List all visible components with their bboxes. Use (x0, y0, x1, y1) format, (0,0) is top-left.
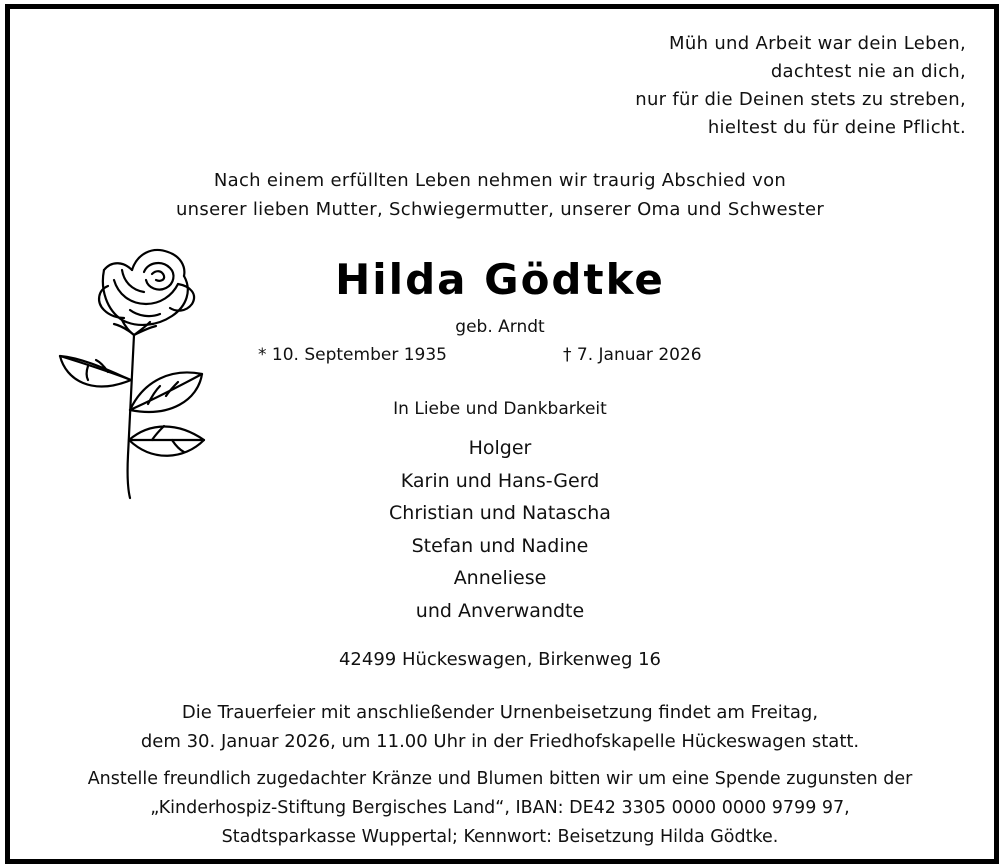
donation-line: Stadtsparkasse Wuppertal; Kennwort: Beisetzung Hilda Gödtke. (221, 827, 779, 847)
poem-line: Müh und Arbeit war dein Leben, (669, 33, 966, 54)
donation-info (0, 765, 1000, 852)
mourner: Karin und Hans-Gerd (400, 469, 600, 492)
mourners-list (0, 432, 1000, 627)
mourner: Stefan und Nadine (411, 534, 589, 557)
address: 42499 Hückeswagen, Birkenweg 16 (338, 649, 662, 670)
love-line: In Liebe und Dankbarkeit (393, 399, 607, 419)
poem-line: nur für die Deinen stets zu streben, (635, 89, 966, 110)
birth-name: geb. Arndt (455, 317, 545, 337)
death-date: † 7. Januar 2026 (563, 345, 702, 365)
mourner: und Anverwandte (415, 599, 585, 622)
mourner: Anneliese (453, 567, 547, 589)
donation-line: „Kinderhospiz-Stiftung Bergisches Land“, IBAN: DE42 3305 0000 0000 9799 97, (150, 798, 850, 818)
poem-line: dachtest nie an dich, (770, 61, 966, 82)
ceremony-line: dem 30. Januar 2026, um 11.00 Uhr in der Friedhofskapelle Hückeswagen statt. (140, 731, 860, 752)
poem (635, 30, 966, 142)
donation-line: Anstelle freundlich zugedachter Kränze und Blumen bitten wir um eine Spende zugunsten der (87, 769, 913, 789)
intro-line: Nach einem erfüllten Leben nehmen wir traurig Abschied von (213, 170, 787, 191)
ceremony-info (0, 698, 1000, 756)
intro-line: unserer lieben Mutter, Schwiegermutter, unserer Oma und Schwester (175, 199, 825, 220)
mourner: Holger (468, 437, 532, 459)
deceased-name: Hilda Gödtke (335, 255, 665, 304)
poem-line: hieltest du für deine Pflicht. (707, 117, 966, 138)
birth-date: * 10. September 1935 (258, 345, 447, 365)
ceremony-line: Die Trauerfeier mit anschließender Urnenbeisetzung findet am Freitag, (181, 702, 819, 723)
intro-text (0, 166, 1000, 224)
mourner: Christian und Natascha (389, 502, 611, 524)
